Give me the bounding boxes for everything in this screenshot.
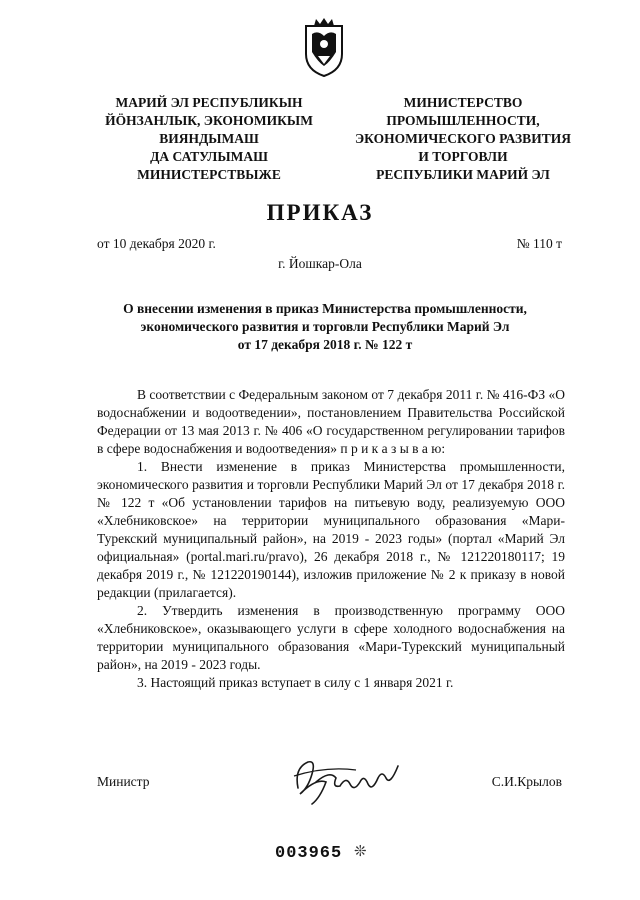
header-left-line: ВИЯНДЫМАШ	[159, 131, 259, 146]
header-right-block	[340, 94, 586, 184]
header-right-line: ЭКОНОМИЧЕСКОГО РАЗВИТИЯ	[355, 131, 571, 146]
subject-line: О внесении изменения в приказ Министерства промышленности,	[123, 301, 527, 316]
header-right-line: МИНИСТЕРСТВО	[403, 95, 523, 110]
header-left-line: МИНИСТЕРСТВЫЖЕ	[137, 167, 281, 182]
subject-line: экономического развития и торговли Республики Марий Эл	[140, 319, 510, 334]
signatory-name: С.И.Крылов	[491, 774, 562, 789]
subject-line: от 17 декабря 2018 г. № 122 т	[237, 337, 413, 352]
header-right-line: РЕСПУБЛИКИ МАРИЙ ЭЛ	[376, 167, 550, 182]
header-right-line: И ТОРГОВЛИ	[418, 149, 508, 164]
coat-of-arms-emblem	[298, 16, 350, 78]
handwritten-signature	[286, 748, 410, 810]
body-paragraph: 2. Утвердить изменения в производственную программу ООО «Хлебниковское», оказывающего услуги в сфере холодного водоснабжения на территории муниципального образования «Мари-Турекский муниципальный район», на 2019 - 2023 годы.	[97, 603, 565, 672]
body-paragraph: В соответствии с Федеральным законом от 7 декабря 2011 г. № 416-ФЗ «О водоснабжении и водоотведении», постановлением Правительства Российской Федерации от 13 мая 2013 г. № 406 «О государственном регулировании тарифов в сфере водоснабжения и водоотведения» п р и к а з ы в а ю:	[97, 387, 565, 456]
order-number: № 110 т	[516, 236, 562, 251]
header-left-block	[78, 94, 340, 184]
serial-number: 003965	[275, 844, 343, 863]
asterisk-mark-icon: ❊	[354, 844, 367, 860]
header-left-line: МАРИЙ ЭЛ РЕСПУБЛИКЫН	[115, 95, 303, 110]
header-left-line: ДА САТУЛЫМАШ	[150, 149, 268, 164]
order-body	[97, 386, 565, 692]
header-left-line: ЙӦНЗАНЛЫК, ЭКОНОМИКЫМ	[105, 113, 313, 128]
body-paragraph: 3. Настоящий приказ вступает в силу с 1 января 2021 г.	[137, 675, 454, 690]
signatory-position: Министр	[97, 774, 150, 789]
body-paragraph: 1. Внести изменение в приказ Министерства промышленности, экономического развития и торговли Республики Марий Эл от 17 декабря 2018 г. № 122 т «Об установлении тарифов на питьевую воду, реализуемую ООО «Хлебниковское» на территории муниципального образования «Мари-Турекский муниципальный район», на 2019 - 2023 годы» (портал «Марий Эл официальная» (portal.mari.ru/pravo), 26 декабря 2018 г., № 121220180117; 19 декабря 2019 г., № 121220190144), изложив приложение № 2 к приказу в новой редакции (прилагается).	[97, 459, 565, 600]
header-right-line: ПРОМЫШЛЕННОСТИ,	[386, 113, 540, 128]
document-title: ПРИКАЗ	[266, 200, 374, 225]
order-subject	[90, 300, 560, 354]
order-city: г. Йошкар-Ола	[278, 256, 362, 271]
order-date: от 10 декабря 2020 г.	[97, 236, 216, 251]
